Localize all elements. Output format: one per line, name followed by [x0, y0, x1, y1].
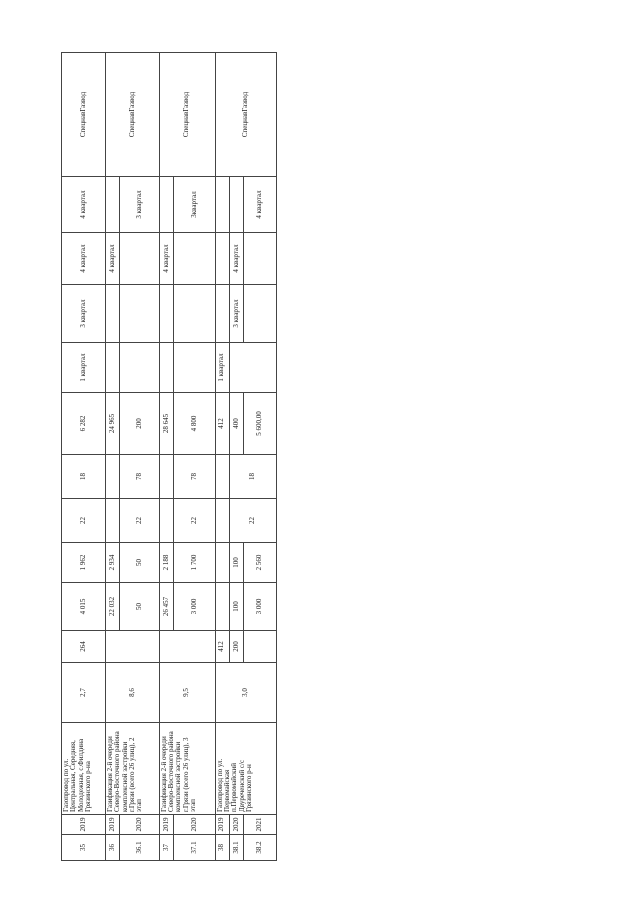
object-address: Газификация 2-й очереди Северо-Восточного района комплексной застройки г.Грязи (всего 26 улиц), 3 этап: [159, 723, 215, 815]
quarter-design: [229, 343, 276, 393]
table-row: [159, 53, 173, 861]
quarter-design: 1 квартал: [62, 343, 106, 393]
count-b: [215, 455, 229, 499]
count-a: 22: [62, 499, 106, 543]
quarter-end: 4 квартал: [159, 233, 173, 285]
quarter-end: 4 квартал: [62, 233, 106, 285]
row-year: 2021: [244, 815, 277, 835]
cost-total: 412: [215, 393, 229, 455]
cost-other: 1 962: [62, 543, 106, 583]
organization: СпецнавГазвод: [215, 53, 276, 177]
count-a: 22: [229, 499, 276, 543]
quarter-end: [244, 233, 277, 285]
quarter-commission: [229, 177, 243, 233]
cost-other: 2 560: [244, 543, 277, 583]
quarter-design: [120, 343, 159, 393]
row-year: 2020: [173, 815, 215, 835]
quarter-end: [173, 233, 215, 285]
count-a: 22: [173, 499, 215, 543]
table-row: [62, 53, 106, 861]
row-number: 37.1: [173, 835, 215, 861]
quarter-start: [159, 285, 173, 343]
rotated-table-wrapper: [61, 53, 277, 861]
row-number: 38.2: [244, 835, 277, 861]
cost-total: 5 600,00: [244, 393, 277, 455]
quarter-start: [215, 285, 229, 343]
cost-total: 4 800: [173, 393, 215, 455]
cost-total: 400: [229, 393, 243, 455]
count-b: [159, 455, 173, 499]
gasification-schedule-table: [61, 52, 277, 861]
row-year: 2020: [120, 815, 159, 835]
cost-design: [159, 631, 215, 663]
cost-other: 2 934: [105, 543, 119, 583]
quarter-commission: 4 квартал: [244, 177, 277, 233]
quarter-end: [215, 233, 229, 285]
organization: СпецнавГазвод: [105, 53, 159, 177]
organization: СпецнавГазвод: [159, 53, 215, 177]
count-a: [105, 499, 119, 543]
count-a: 22: [120, 499, 159, 543]
length-km: 2,7: [62, 663, 106, 723]
quarter-commission: 3квартал: [173, 177, 215, 233]
cost-design: [244, 631, 277, 663]
quarter-end: 4 квартал: [105, 233, 119, 285]
row-number: 36: [105, 835, 119, 861]
table-row: [105, 53, 119, 861]
cost-total: 24 965: [105, 393, 119, 455]
quarter-commission: [105, 177, 119, 233]
row-year: 2020: [229, 815, 243, 835]
cost-design: 412: [215, 631, 229, 663]
length-km: 3,0: [215, 663, 276, 723]
quarter-commission: [215, 177, 229, 233]
quarter-end: [120, 233, 159, 285]
row-number: 35: [62, 835, 106, 861]
quarter-design: 1 квартал: [215, 343, 229, 393]
row-number: 37: [159, 835, 173, 861]
cost-design: [105, 631, 159, 663]
row-number: 38: [215, 835, 229, 861]
quarter-commission: [159, 177, 173, 233]
quarter-start: [105, 285, 119, 343]
quarter-design: [159, 343, 173, 393]
count-a: [159, 499, 173, 543]
cost-construction: 4 015: [62, 583, 106, 631]
cost-other: 2 188: [159, 543, 173, 583]
row-year: 2019: [105, 815, 119, 835]
cost-construction: 3 000: [244, 583, 277, 631]
cost-construction: 22 032: [105, 583, 119, 631]
row-number: 38.1: [229, 835, 243, 861]
object-address: Газификация 2-й очереди Северо-Восточного района комплексной застройки г.Грязи (всего 26 улиц), 2 этап: [105, 723, 159, 815]
row-year: 2019: [159, 815, 173, 835]
count-b: [105, 455, 119, 499]
quarter-start: 3 квартал: [62, 285, 106, 343]
object-address: Газопровод по ул. Первомайская п.Первомайский Двуреченский с/с Грязинского р-н: [215, 723, 276, 815]
count-b: 78: [173, 455, 215, 499]
cost-total: 200: [120, 393, 159, 455]
quarter-design: [105, 343, 119, 393]
count-b: 18: [229, 455, 276, 499]
quarter-start: [244, 285, 277, 343]
quarter-start: 3 квартал: [229, 285, 243, 343]
count-b: 18: [62, 455, 106, 499]
cost-construction: 50: [120, 583, 159, 631]
cost-construction: 3 000: [173, 583, 215, 631]
row-year: 2019: [62, 815, 106, 835]
cost-total: 28 645: [159, 393, 173, 455]
cost-construction: 100: [229, 583, 243, 631]
count-b: 78: [120, 455, 159, 499]
quarter-design: [173, 343, 215, 393]
row-year: 2019: [215, 815, 229, 835]
row-number: 36.1: [120, 835, 159, 861]
organization: СпецнавГазвод: [62, 53, 106, 177]
quarter-commission: 4 квартал: [62, 177, 106, 233]
length-km: 9,5: [159, 663, 215, 723]
quarter-end: 4 квартал: [229, 233, 243, 285]
cost-design: 264: [62, 631, 106, 663]
quarter-commission: 3 квартал: [120, 177, 159, 233]
cost-other: [215, 543, 229, 583]
cost-other: 50: [120, 543, 159, 583]
object-address: Газопровод по ул. Центральная, Середняя, Молодежная, с.Филдина Грязинского р-на: [62, 723, 106, 815]
cost-construction: 26 457: [159, 583, 173, 631]
cost-total: 6 282: [62, 393, 106, 455]
cost-other: 1 700: [173, 543, 215, 583]
cost-design: 200: [229, 631, 243, 663]
quarter-start: [120, 285, 159, 343]
cost-other: 100: [229, 543, 243, 583]
quarter-start: [173, 285, 215, 343]
count-a: [215, 499, 229, 543]
length-km: 8,6: [105, 663, 159, 723]
cost-construction: [215, 583, 229, 631]
table-row: [215, 53, 229, 861]
